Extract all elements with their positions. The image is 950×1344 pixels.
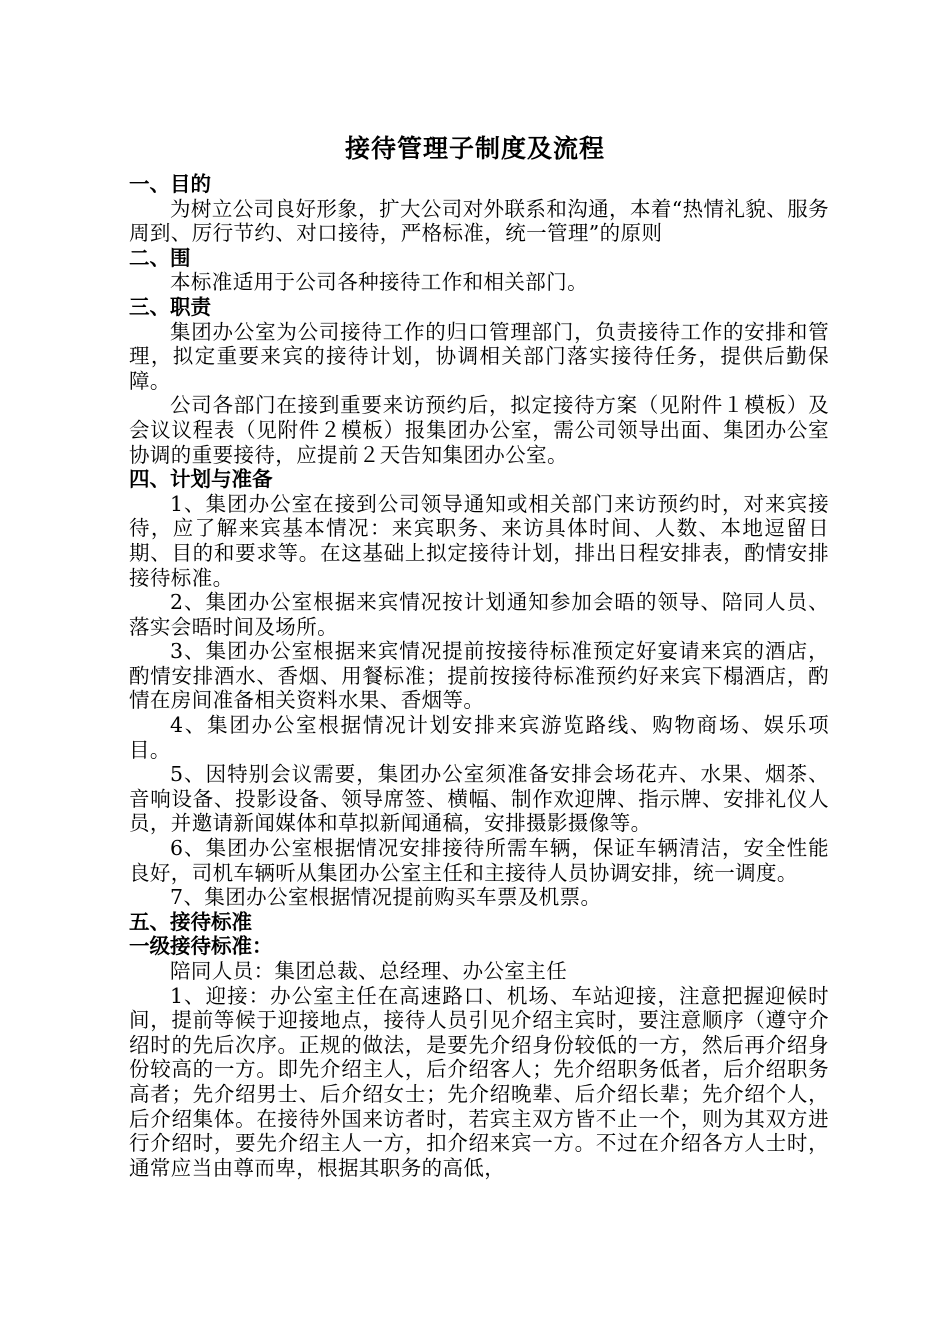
- paragraph: 2、集团办公室根据来宾情况按计划通知参加会晤的领导、陪同人员、落实会晤时间及场所。: [129, 590, 829, 639]
- paragraph: 3、集团办公室根据来宾情况提前按接待标准预定好宴请来宾的酒店，酌情安排酒水、香烟、用餐标准；提前按接待标准预约好来宾下榻酒店，酌情在房间准备相关资料水果、香烟等。: [129, 639, 829, 713]
- section-heading: 四、计划与准备: [129, 467, 273, 492]
- paragraph: 本标准适用于公司各种接待工作和相关部门。: [170, 270, 588, 295]
- paragraph: 4、集团办公室根据情况计划安排来宾游览路线、购物商场、娱乐项目。: [129, 713, 829, 762]
- paragraph: 陪同人员：集团总裁、总经理、办公室主任: [170, 959, 568, 983]
- paragraph: 1、迎接：办公室主任在高速路口、机场、车站迎接，注意把握迎候时间，提前等候于迎接地点，接待人员引见介绍主宾时，要注意顺序（遵守介绍时的先后次序。正规的做法，是要先介绍身份较低的一方，然后再介绍身份较高的一方。即先介绍主人，后介绍客人；先介绍职务低者，后介绍职务高者；先介绍男士、后介绍女士；先介绍晚辈、后介绍长辈；先介绍个人，后介绍集体。在接待外国来访者时，若宾主双方皆不止一个，则为其双方进行介绍时，要先介绍主人一方，扣介绍来宾一方。不过在介绍各方人士时，通常应当由尊而卑，根据其职务的高低，: [129, 983, 829, 1180]
- paragraph: 7、集团办公室根据情况提前购买车票及机票。: [170, 885, 602, 910]
- document-body: [129, 172, 829, 1180]
- paragraph: 集团办公室为公司接待工作的归口管理部门，负责接待工作的安排和管理，拟定重要来宾的接待计划，协调相关部门落实接待任务，提供后勤保障。: [129, 319, 829, 393]
- section-heading: 一、目的: [129, 172, 211, 196]
- paragraph: 6、集团办公室根据情况安排接待所需车辆，保证车辆清洁，安全性能良好，司机车辆听从集团办公室主任和主接待人员协调安排，统一调度。: [129, 836, 829, 885]
- section-heading: 五、接待标准: [129, 909, 252, 934]
- section-heading: 二、围: [129, 245, 191, 270]
- document-title: 接待管理子制度及流程: [344, 134, 605, 163]
- section-heading: 三、职责: [129, 294, 211, 319]
- paragraph: 1、集团办公室在接到公司领导通知或相关部门来访预约时，对来宾接待，应了解来宾基本情况：来宾职务、来访具体时间、人数、本地逗留日期、目的和要求等。在这基础上拟定接待计划，排出日程安排表，酌情安排接待标准。: [129, 491, 829, 590]
- paragraph: 5、因特别会议需要，集团办公室须准备安排会场花卉、水果、烟茶、音响设备、投影设备、领导席签、横幅、制作欢迎牌、指示牌、安排礼仪人员，并邀请新闻媒体和草拟新闻通稿，安排摄影摄像等。: [129, 762, 829, 836]
- paragraph: 为树立公司良好形象，扩大公司对外联系和沟通，本着“热情礼貌、服务周到、厉行节约、对口接待，严格标准，统一管理”的原则: [129, 196, 829, 246]
- section-heading: 一级接待标准：: [129, 934, 273, 959]
- paragraph: 公司各部门在接到重要来访预约后，拟定接待方案（见附件１模板）及会议议程表（见附件２模板）报集团办公室，需公司领导出面、集团办公室协调的重要接待，应提前２天告知集团办公室。: [129, 393, 829, 467]
